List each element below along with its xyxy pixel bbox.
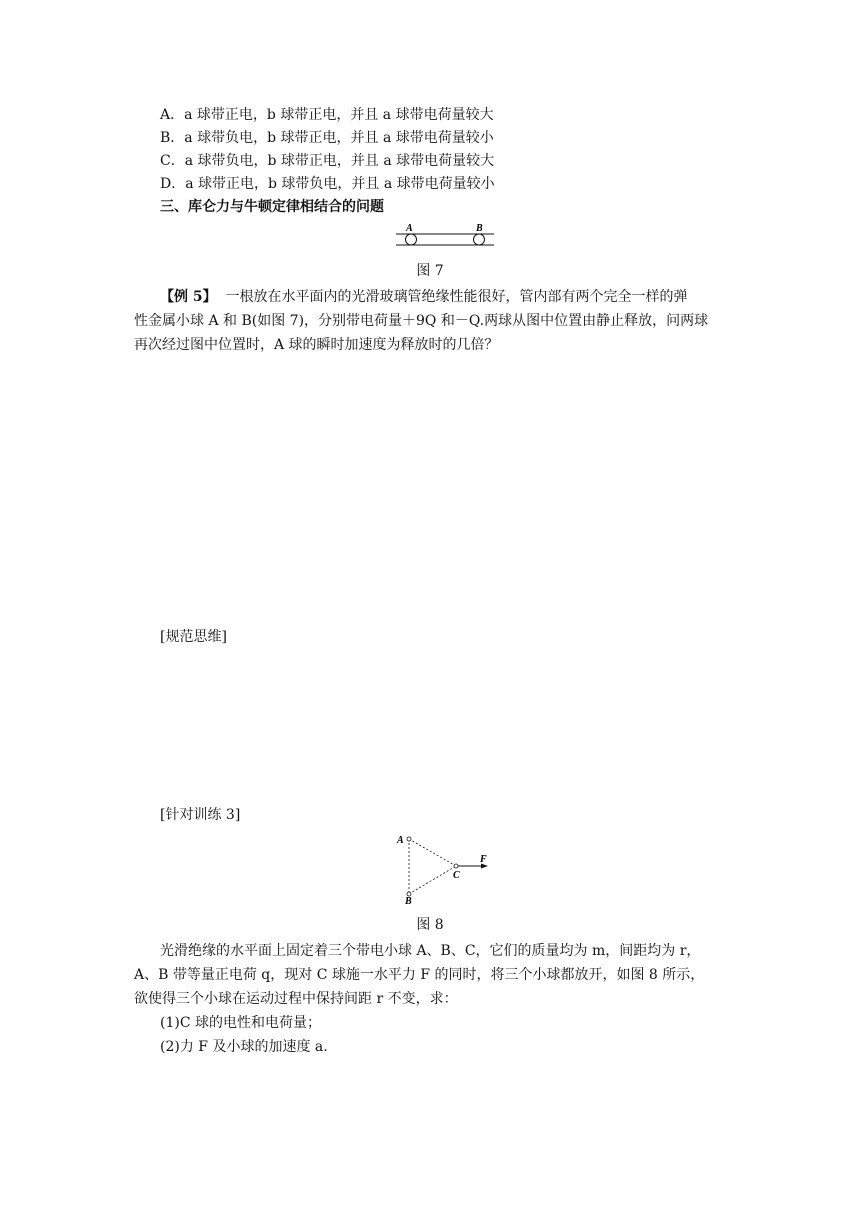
section-heading: 三、库仑力与牛顿定律相结合的问题	[160, 199, 384, 215]
example-5-text-1: 一根放在水平面内的光滑玻璃管绝缘性能很好，管内部有两个完全一样的弹	[225, 289, 688, 305]
figure-8-label-f: F	[480, 854, 487, 865]
problem-line-3: 欲使得三个小球在运动过程中保持间距 r 不变，求：	[134, 991, 458, 1007]
normative-thinking-label: [规范思维]	[160, 629, 227, 645]
figure-8-label-b: B	[405, 896, 412, 907]
option-c: C．a 球带负电，b 球带正电，并且 a 球带电荷量较大	[160, 153, 495, 169]
side-ac	[409, 839, 456, 866]
side-bc	[409, 866, 456, 894]
figure-8-diagram	[392, 828, 496, 908]
option-b: B．a 球带负电，b 球带正电，并且 a 球带电荷量较小	[160, 130, 494, 146]
figure-8-label-a: A	[397, 835, 404, 846]
question-2: (2)力 F 及小球的加速度 a.	[160, 1039, 328, 1055]
figure-8-label-c: C	[453, 870, 460, 881]
figure-7-caption: 图 7	[416, 263, 444, 279]
ball-c-fig8	[454, 864, 458, 868]
figure-7-diagram	[390, 220, 500, 252]
problem-line-2: A、B 带等量正电荷 q，现对 C 球施一水平力 F 的同时，将三个小球都放开，如图 8 所示，	[134, 967, 705, 983]
example-5-line-3: 再次经过图中位置时，A 球的瞬时加速度为释放时的几倍？	[134, 337, 499, 353]
example-5-line-1	[160, 286, 688, 308]
option-d: D．a 球带正电，b 球带负电，并且 a 球带电荷量较小	[160, 176, 495, 192]
ball-b	[474, 234, 485, 245]
problem-line-1: 光滑绝缘的水平面上固定着三个带电小球 A、B、C，它们的质量均为 m，间距均为 r，	[160, 943, 701, 959]
ball-b-fig8	[407, 892, 411, 896]
figure-7-label-b: B	[476, 223, 483, 234]
option-a: A．a 球带正电，b 球带正电，并且 a 球带电荷量较大	[160, 107, 494, 123]
example-5-line-2: 性金属小球 A 和 B(如图 7)，分别带电荷量＋9Q 和－Q.两球从图中位置由静止释放，问两球	[134, 313, 709, 329]
figure-8-caption: 图 8	[416, 917, 444, 933]
question-1: (1)C 球的电性和电荷量；	[160, 1015, 321, 1031]
ball-a	[406, 234, 417, 245]
figure-7-label-a: A	[406, 223, 413, 234]
ball-a-fig8	[407, 837, 411, 841]
example-5-tag: 【例 5】	[160, 289, 217, 305]
training-3-label: [针对训练 3]	[160, 807, 241, 823]
